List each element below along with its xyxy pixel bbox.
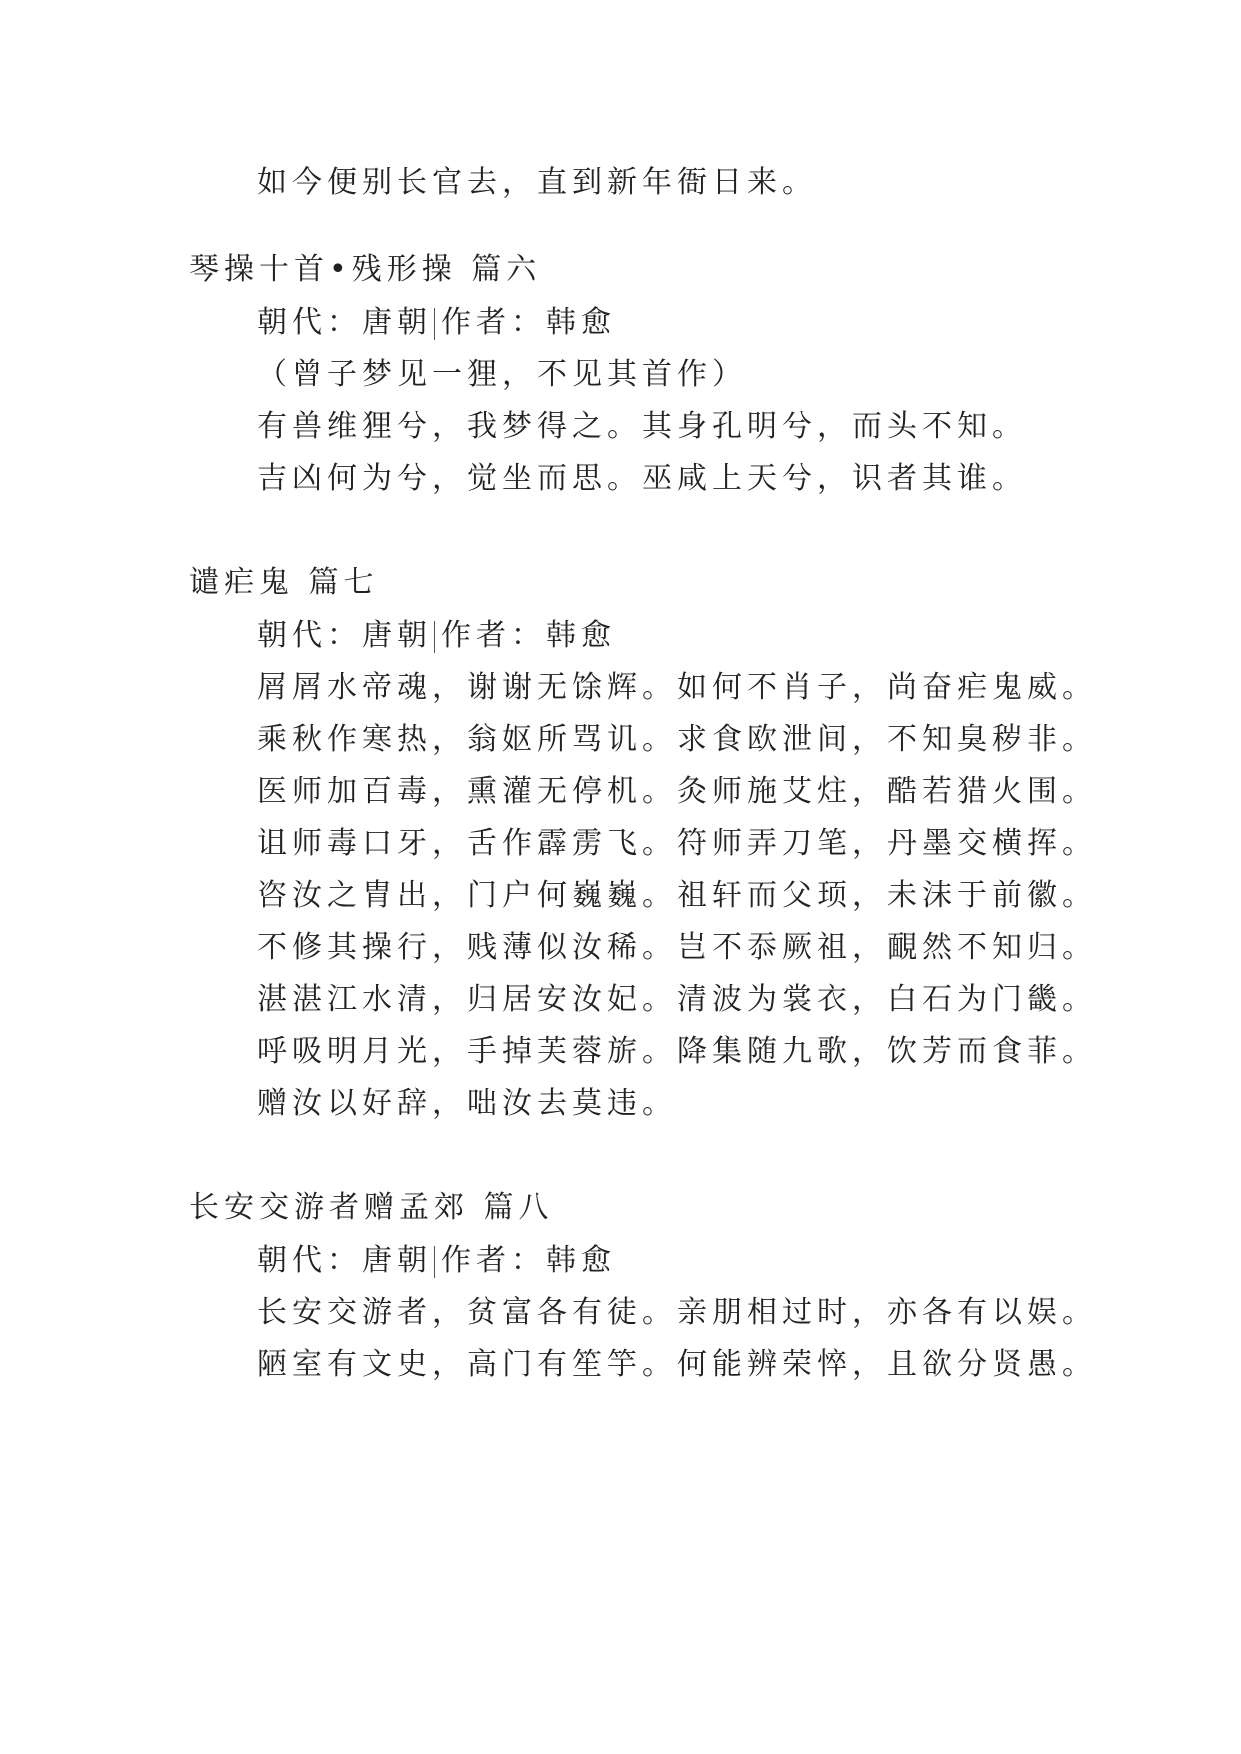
poem-line: 吉凶何为兮，觉坐而思。巫咸上天兮，识者其谁。 — [257, 461, 1027, 496]
poem-section: 篇六 — [471, 252, 542, 287]
poem-title-text: 琴操十首•残形操 — [189, 252, 457, 287]
poem-preface: （曾子梦见一狸，不见其首作） — [257, 357, 747, 392]
poem-line: 乘秋作寒热，翁妪所骂讥。求食欧泄间，不知臭秽非。 — [257, 722, 1097, 757]
dynasty-label: 朝代：唐朝 — [257, 1243, 432, 1278]
poem-line: 呼吸明月光，手掉芙蓉旂。降集随九歌，饮芳而食菲。 — [257, 1034, 1097, 1069]
poem-section: 篇七 — [308, 565, 379, 600]
poem-line: 诅师毒口牙，舌作霹雳飞。符师弄刀笔，丹墨交横挥。 — [257, 826, 1097, 861]
poem-meta-7 — [257, 616, 616, 656]
poem-line: 咨汝之胄出，门户何巍巍。祖轩而父顼，未沫于前徽。 — [257, 878, 1097, 913]
dynasty-label: 朝代：唐朝 — [257, 305, 432, 340]
poem-line: 有兽维狸兮，我梦得之。其身孔明兮，而头不知。 — [257, 409, 1027, 444]
author-label: 作者：韩愈 — [441, 305, 616, 340]
meta-separator — [434, 308, 435, 340]
poem-section: 篇八 — [483, 1190, 554, 1225]
intro-line: 如今便别长官去，直到新年衙日来。 — [257, 165, 817, 200]
poem-meta-8 — [257, 1241, 616, 1281]
poem-title-6 — [189, 250, 541, 290]
meta-separator — [434, 1246, 435, 1278]
author-label: 作者：韩愈 — [441, 1243, 616, 1278]
dynasty-label: 朝代：唐朝 — [257, 618, 432, 653]
poem-title-8 — [189, 1188, 554, 1228]
poem-title-text: 谴疟鬼 — [189, 565, 294, 600]
poem-line: 湛湛江水清，归居安汝妃。清波为裳衣，白石为门畿。 — [257, 982, 1097, 1017]
poem-line: 赠汝以好辞，咄汝去莫违。 — [257, 1086, 677, 1121]
poem-line: 屑屑水帝魂，谢谢无馀辉。如何不肖子，尚奋疟鬼威。 — [257, 670, 1097, 705]
poem-line: 陋室有文史，高门有笙竽。何能辨荣悴，且欲分贤愚。 — [257, 1347, 1097, 1382]
poem-meta-6 — [257, 303, 616, 343]
meta-separator — [434, 621, 435, 653]
poem-line: 不修其操行，贱薄似汝稀。岂不忝厥祖，靦然不知归。 — [257, 930, 1097, 965]
author-label: 作者：韩愈 — [441, 618, 616, 653]
poem-title-text: 长安交游者赠孟郊 — [189, 1190, 469, 1225]
poem-line: 长安交游者，贫富各有徒。亲朋相过时，亦各有以娱。 — [257, 1295, 1097, 1330]
poem-line: 医师加百毒，熏灌无停机。灸师施艾炷，酷若猎火围。 — [257, 774, 1097, 809]
poem-title-7 — [189, 563, 379, 603]
